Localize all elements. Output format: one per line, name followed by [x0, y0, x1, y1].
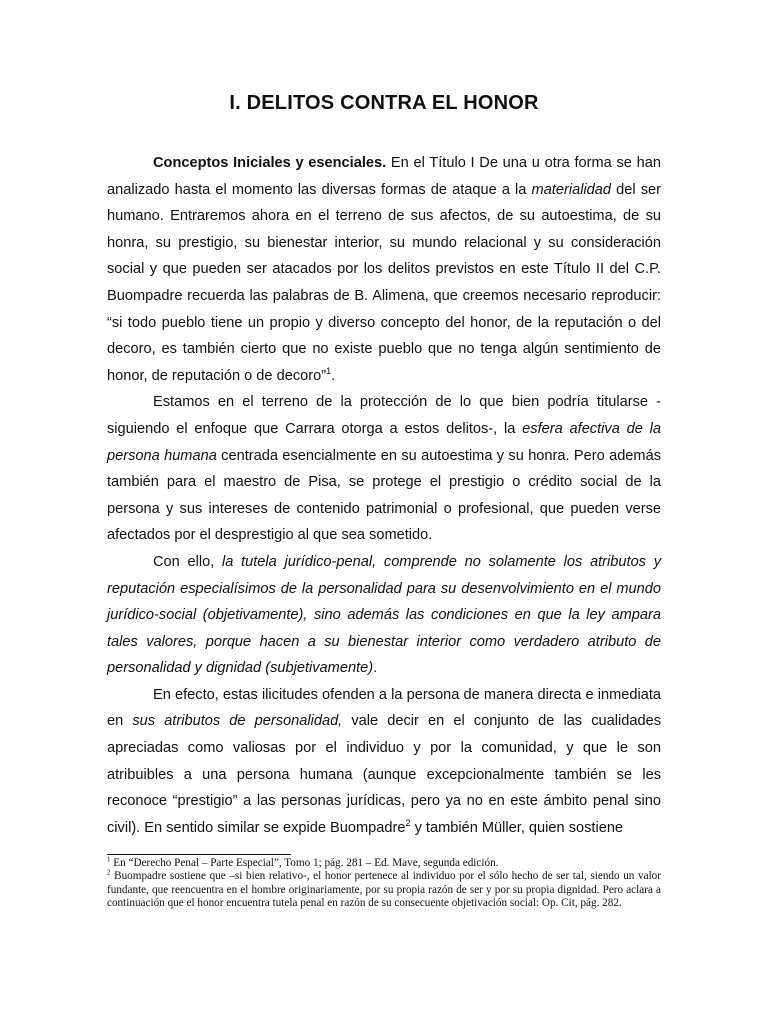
paragraph-1-lead: Conceptos Iniciales y esenciales. [153, 155, 387, 171]
footnote-2-text: Buompadre sostiene que –si bien relativo-, el honor pertenece al individuo por el sólo hecho de ser tal, siendo un valor fundante, que reencuentra en el hombre originariamente, por su propia razón de ser y por su propia dignidad. Pero aclara a continuación que el honor encuentra tutela penal en razón de su consecuente objetivación social: Op. Cit, pág. 282. [107, 870, 661, 910]
footnote-ref-2[interactable]: 2 [405, 817, 411, 828]
footnote-ref-1[interactable]: 1 [326, 365, 332, 376]
paragraph-3-italic: la tutela jurídico-penal, comprende no solamente los atributos y reputación especialísimos de la personalidad para su desenvolvimiento en el mundo jurídico-social (objetivamente), sino además las condiciones en que la ley ampara tales valores, porque hacen a su bienestar interior como verdadero atributo de personalidad y dignidad (subjetivamente) [107, 553, 662, 677]
page-title: I. DELITOS CONTRA EL HONOR [229, 92, 539, 114]
footnote-separator [107, 854, 291, 855]
paragraph-1-text-a: En el Título I De una u otra forma se han analizado hasta el momento las diversas formas de ataque a la [107, 155, 661, 198]
paragraph-2 [107, 389, 661, 549]
paragraph-3-text-a: Con ello, [153, 553, 222, 570]
footnote-1-text: En “Derecho Penal – Parte Especial”, Tomo 1; pág. 281 – Ed. Mave, segunda edición. [110, 857, 499, 869]
paragraph-3 [107, 549, 661, 682]
paragraph-1 [107, 150, 661, 389]
paragraph-3-text-b: . [373, 660, 378, 677]
paragraph-1-text-c: . [331, 367, 336, 384]
paragraph-4-text-b: vale decir en el conjunto de las cualidades apreciadas como valiosas por el individuo y por la comunidad, y que le son atribuibles a una persona humana (aunque excepcionalmente también se les reconoce “prestigio” a las personas jurídicas, pero ya no en este ámbito penal sino civil). En sentido similar se expide Buompadre [107, 713, 661, 836]
paragraph-1-italic: materialidad [531, 181, 612, 198]
body-text [107, 150, 661, 841]
paragraph-4 [107, 682, 661, 842]
paragraph-2-text-a: Estamos en el terreno de la protección de lo que bien podría titularse -siguiendo el enfoque que Carrara otorga a estos delitos-, la [107, 394, 661, 437]
paragraph-1-text-b: del ser humano. Entraremos ahora en el terreno de sus afectos, de su autoestima, de su honra, su prestigio, su bienestar interior, su mundo relacional y su consideración social y que pueden ser atacados por los delitos previstos en este Título II del C.P. Buompadre recuerda las palabras de B. Alimena, que creemos necesario reproducir: “si todo pueblo tiene un propio y diverso concepto del honor, de la reputación o del decoro, es también cierto que no existe pueblo que no tenga algún sentimiento de honor, de reputación o de decoro” [107, 181, 661, 384]
footnotes [107, 857, 661, 911]
paragraph-4-text-c: y también Müller, quien sostiene [410, 819, 624, 836]
document-page [107, 0, 661, 1024]
paragraph-2-italic: esfera afectiva de la persona humana [107, 420, 661, 464]
footnote-1 [107, 857, 661, 870]
paragraph-4-italic: sus atributos de personalidad, [132, 713, 343, 730]
paragraph-2-text-b: centrada esencialmente en su autoestima y su honra. Pero además también para el maestro de Pisa, se protege el prestigio o crédito social de la persona y sus intereses de contenido patrimonial o profesional, que pueden verse afectados por el desprestigio al que sea sometido. [107, 447, 661, 544]
footnote-1-marker: 1 [107, 855, 111, 864]
footnote-2 [107, 870, 661, 910]
footnote-2-marker: 2 [107, 868, 111, 877]
paragraph-4-text-a: En efecto, estas ilicitudes ofenden a la persona de manera directa e inmediata en [107, 686, 661, 730]
